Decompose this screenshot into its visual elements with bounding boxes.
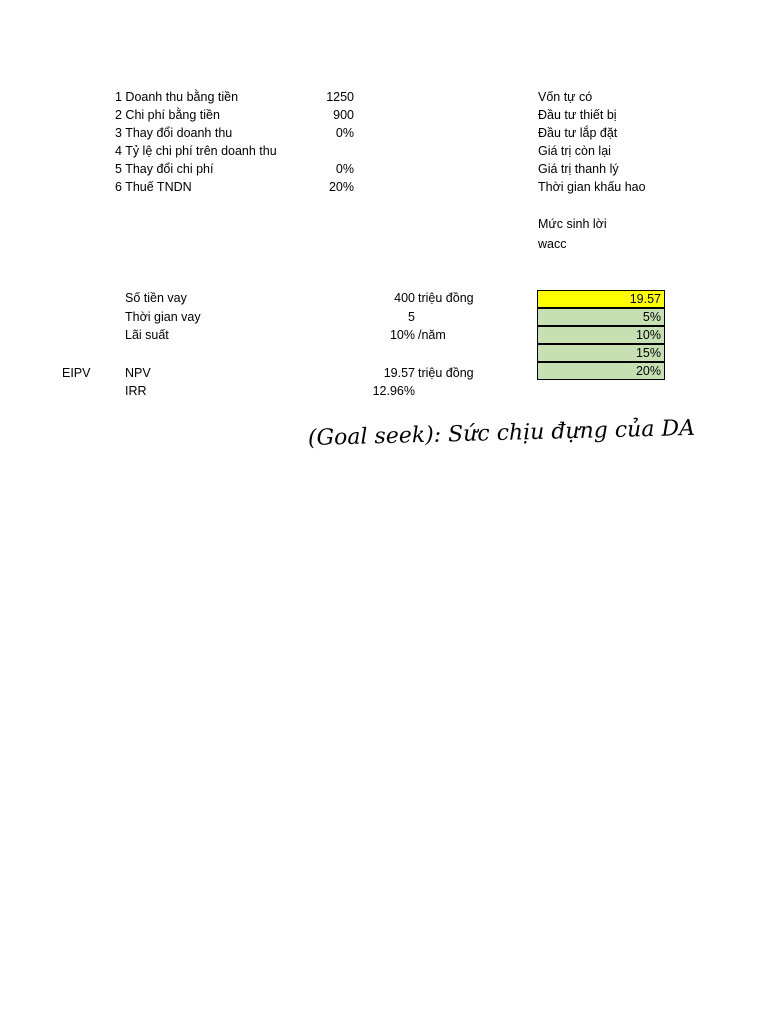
sensitivity-header-cell[interactable]: 19.57 bbox=[537, 290, 665, 308]
loan-term-label: Thời gian vay bbox=[125, 310, 201, 324]
npv-label: NPV bbox=[125, 366, 151, 380]
irr-label: IRR bbox=[125, 384, 147, 398]
param-value-tax[interactable]: 20% bbox=[328, 180, 354, 194]
loan-term-value[interactable]: 5 bbox=[408, 310, 415, 324]
param-value-cost-change[interactable]: 0% bbox=[335, 162, 354, 176]
irr-value[interactable]: 12.96% bbox=[372, 384, 415, 398]
loan-rate-label: Lãi suất bbox=[125, 328, 169, 342]
loan-amount-label: Số tiền vay bbox=[125, 291, 187, 305]
loan-amount-unit: triệu đồng bbox=[418, 291, 474, 305]
label-equity: Vốn tự có bbox=[538, 90, 593, 104]
sensitivity-rate-cell[interactable]: 20% bbox=[537, 362, 665, 380]
param-label-revenue: 1 Doanh thu bằng tiền bbox=[115, 90, 239, 104]
param-label-revenue-change: 3 Thay đổi doanh thu bbox=[115, 126, 233, 140]
label-wacc: wacc bbox=[538, 237, 567, 251]
param-label-cost-ratio: 4 Tỷ lệ chi phí trên doanh thu bbox=[115, 144, 277, 158]
npv-value[interactable]: 19.57 bbox=[383, 366, 415, 380]
label-residual-value: Giá trị còn lại bbox=[538, 144, 611, 158]
loan-rate-unit: /năm bbox=[418, 328, 446, 342]
sensitivity-rate-cell[interactable]: 10% bbox=[537, 326, 665, 344]
loan-rate-value[interactable]: 10% bbox=[389, 328, 415, 342]
label-salvage-value: Giá trị thanh lý bbox=[538, 162, 619, 176]
label-equipment-investment: Đầu tư thiết bị bbox=[538, 108, 617, 122]
param-value-revenue[interactable]: 1250 bbox=[326, 90, 354, 104]
param-value-revenue-change[interactable]: 0% bbox=[335, 126, 354, 140]
sensitivity-rate-cell[interactable]: 5% bbox=[537, 308, 665, 326]
loan-amount-value[interactable]: 400 bbox=[394, 291, 415, 305]
param-label-cost: 2 Chi phí bằng tiền bbox=[115, 108, 220, 122]
npv-unit: triệu đồng bbox=[418, 366, 474, 380]
param-value-cost[interactable]: 900 bbox=[333, 108, 354, 122]
handwritten-note: (Goal seek): Sức chịu đựng của DA bbox=[307, 415, 696, 451]
sensitivity-rate-cell[interactable]: 15% bbox=[537, 344, 665, 362]
param-label-tax: 6 Thuế TNDN bbox=[115, 180, 192, 194]
label-depreciation-period: Thời gian khấu hao bbox=[538, 180, 646, 194]
param-value-cost-ratio[interactable] bbox=[300, 142, 354, 160]
eipv-label: EIPV bbox=[62, 366, 91, 380]
label-installation-investment: Đầu tư lắp đặt bbox=[538, 126, 618, 140]
label-required-return: Mức sinh lời bbox=[538, 217, 607, 231]
param-label-cost-change: 5 Thay đổi chi phí bbox=[115, 162, 214, 176]
